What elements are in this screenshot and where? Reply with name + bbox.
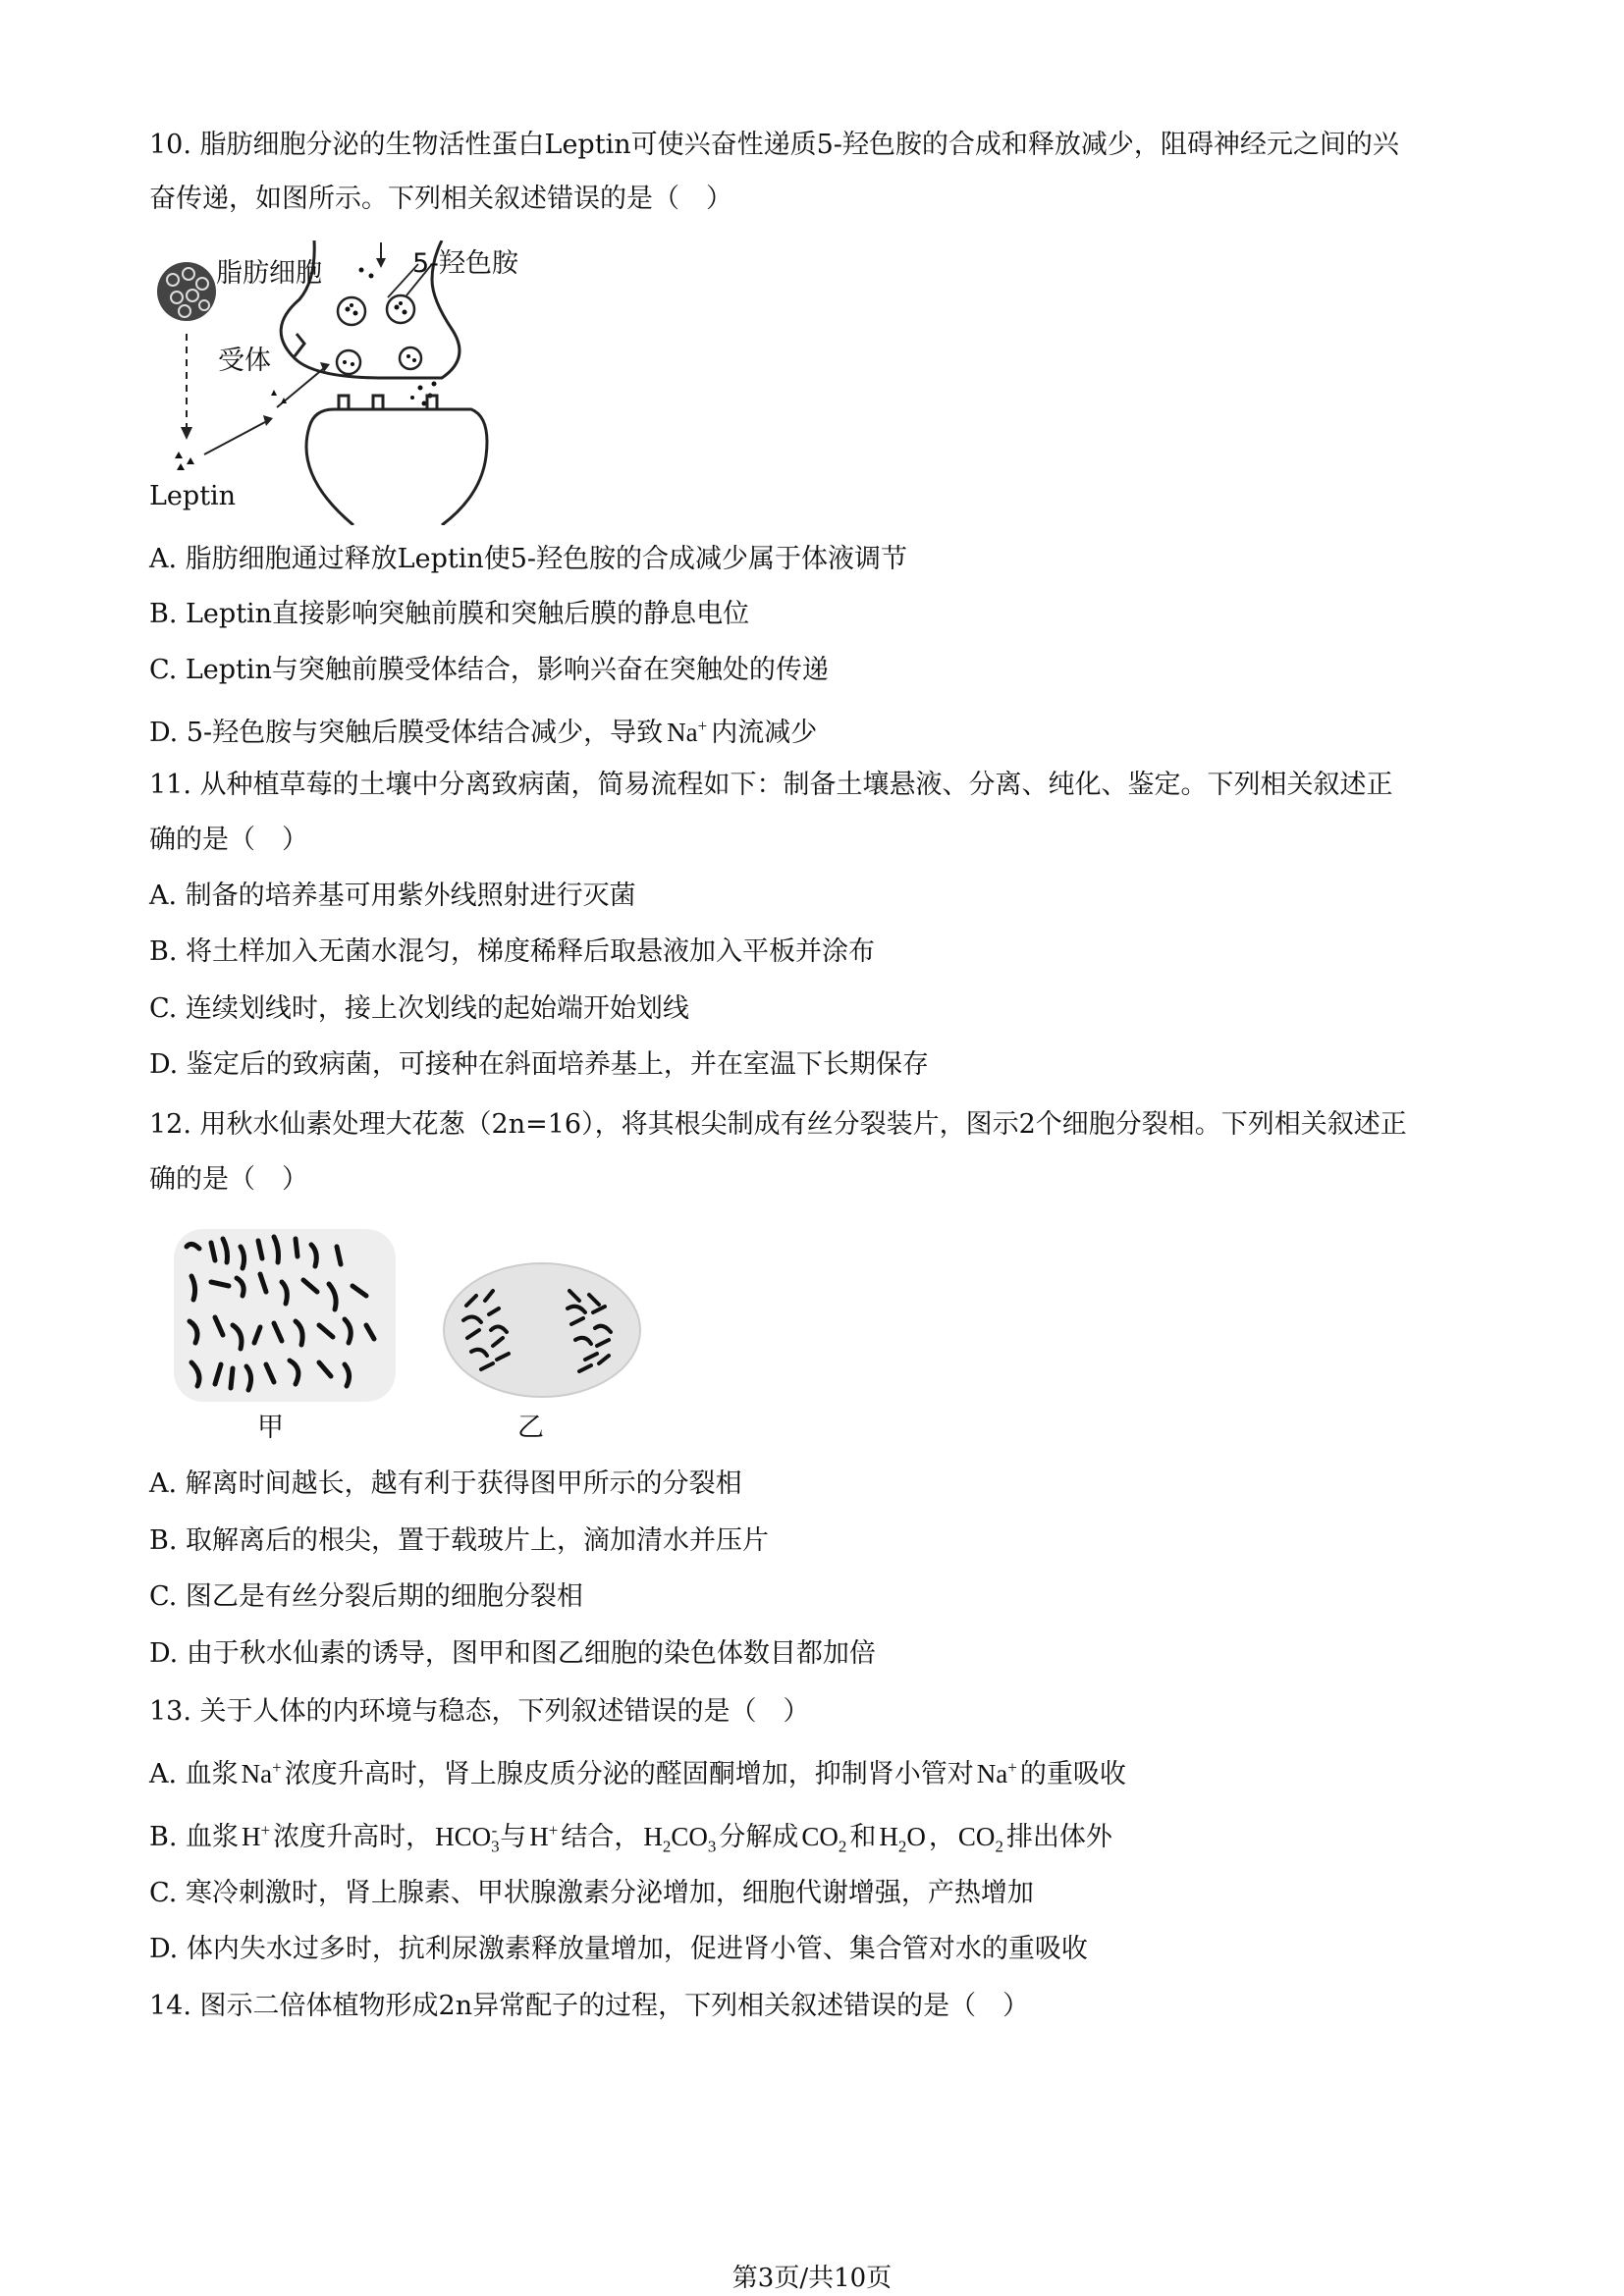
q11-option-b: B. 将土样加入无菌水混匀，梯度稀释后取悬液加入平板并涂布 (149, 936, 876, 967)
q10-option-d-tail: 内流减少 (711, 718, 818, 748)
q13-option-c: C. 寒冷刺激时，肾上腺素、甲状腺激素分泌增加，细胞代谢增强，产热增加 (149, 1878, 1034, 1908)
label-serotonin: 5-羟色胺 (412, 248, 518, 279)
q13-option-b: B. 血浆 H+ 浓度升高时， $HCO_3^-$ 与 H+ 结合， $H_2CO_3$ 分解成 $CO_2$ 和 $H_2O$ ， $CO_2$ 排出体外 (149, 1821, 1112, 1856)
q11-stem-line2: 确的是（ ） (149, 825, 308, 855)
q12-option-a: A. 解离时间越长，越有利于获得图甲所示的分裂相 (149, 1468, 742, 1499)
cell-jia-figure (172, 1227, 398, 1404)
q10-option-b: B. Leptin直接影响突触前膜和突触后膜的静息电位 (149, 599, 750, 629)
q12-stem-line1: 12. 用秋水仙素处理大花葱（2n=16），将其根尖制成有丝分裂装片，图示2个细胞分裂相。下列相关叙述正 (149, 1109, 1407, 1140)
carbonic-acid: $H_2CO_3$ (643, 1822, 717, 1856)
q10-stem-line1: 10. 脂肪细胞分泌的生物活性蛋白Leptin可使兴奋性递质5-羟色胺的合成和释放减少，阻碍神经元之间的兴 (149, 130, 1399, 160)
sodium-ion: Na+ (241, 1758, 282, 1789)
q13-option-d: D. 体内失水过多时，抗利尿激素释放量增加，促进肾小管、集合管对水的重吸收 (149, 1934, 1088, 1964)
q11-option-c: C. 连续划线时，接上次划线的起始端开始划线 (149, 993, 689, 1024)
q13-option-a: A. 血浆 Na+ 浓度升高时，肾上腺皮质分泌的醛固酮增加，抑制肾小管对 Na+ 的重吸收 (149, 1758, 1126, 1789)
label-jia: 甲 (257, 1413, 284, 1443)
vesicles (337, 295, 421, 374)
q12-option-d: D. 由于秋水仙素的诱导，图甲和图乙细胞的染色体数目都加倍 (149, 1638, 876, 1669)
label-leptin: Leptin (149, 481, 237, 511)
q11-option-a: A. 制备的培养基可用紫外线照射进行灭菌 (149, 881, 636, 911)
q10-option-c: C. Leptin与突触前膜受体结合，影响兴奋在突触处的传递 (149, 655, 829, 685)
q10-option-d (149, 707, 1504, 753)
q11-option-d: D. 鉴定后的致病菌，可接种在斜面培养基上，并在室温下长期保存 (149, 1049, 929, 1080)
carbon-dioxide: $CO_2$ (957, 1822, 1003, 1856)
q10-option-a: A. 脂肪细胞通过释放Leptin使5-羟色胺的合成减少属于体液调节 (149, 544, 908, 574)
q10-option-d-text: D. 5-羟色胺与突触后膜受体结合减少，导致 (149, 718, 664, 748)
postsynaptic-membrane (306, 409, 487, 525)
receptor-icon (295, 334, 304, 356)
fat-cell-icon (157, 262, 216, 321)
label-receptor: 受体 (218, 346, 271, 376)
sodium-ion: Na+ (667, 717, 708, 747)
q12-stem-line2: 确的是（ ） (149, 1164, 308, 1195)
q13-stem: 13. 关于人体的内环境与稳态，下列叙述错误的是（ ） (149, 1696, 810, 1727)
q10-stem-line2: 奋传递，如图所示。下列相关叙述错误的是（ ） (149, 184, 732, 214)
q12-option-b: B. 取解离后的根尖，置于载玻片上，滴加清水并压片 (149, 1525, 770, 1556)
q14-stem: 14. 图示二倍体植物形成2n异常配子的过程，下列相关叙述错误的是（ ） (149, 1991, 1030, 2021)
cell-yi-figure (442, 1261, 643, 1399)
label-fat-cell: 脂肪细胞 (216, 258, 322, 289)
page-number: 第3页/共10页 (731, 2264, 893, 2293)
bicarbonate-ion: $HCO_3^-$ (435, 1821, 500, 1856)
water: $H_2O$ (879, 1822, 926, 1856)
carbon-dioxide: $CO_2$ (801, 1822, 847, 1856)
sodium-ion: Na+ (976, 1758, 1017, 1789)
label-yi: 乙 (517, 1413, 544, 1443)
leptin-molecules-icon (175, 452, 194, 470)
q11-stem-line1: 11. 从种植草莓的土壤中分离致病菌，简易流程如下：制备土壤悬液、分离、纯化、鉴定。下列相关叙述正 (149, 770, 1393, 800)
q12-option-c: C. 图乙是有丝分裂后期的细胞分裂相 (149, 1581, 583, 1612)
